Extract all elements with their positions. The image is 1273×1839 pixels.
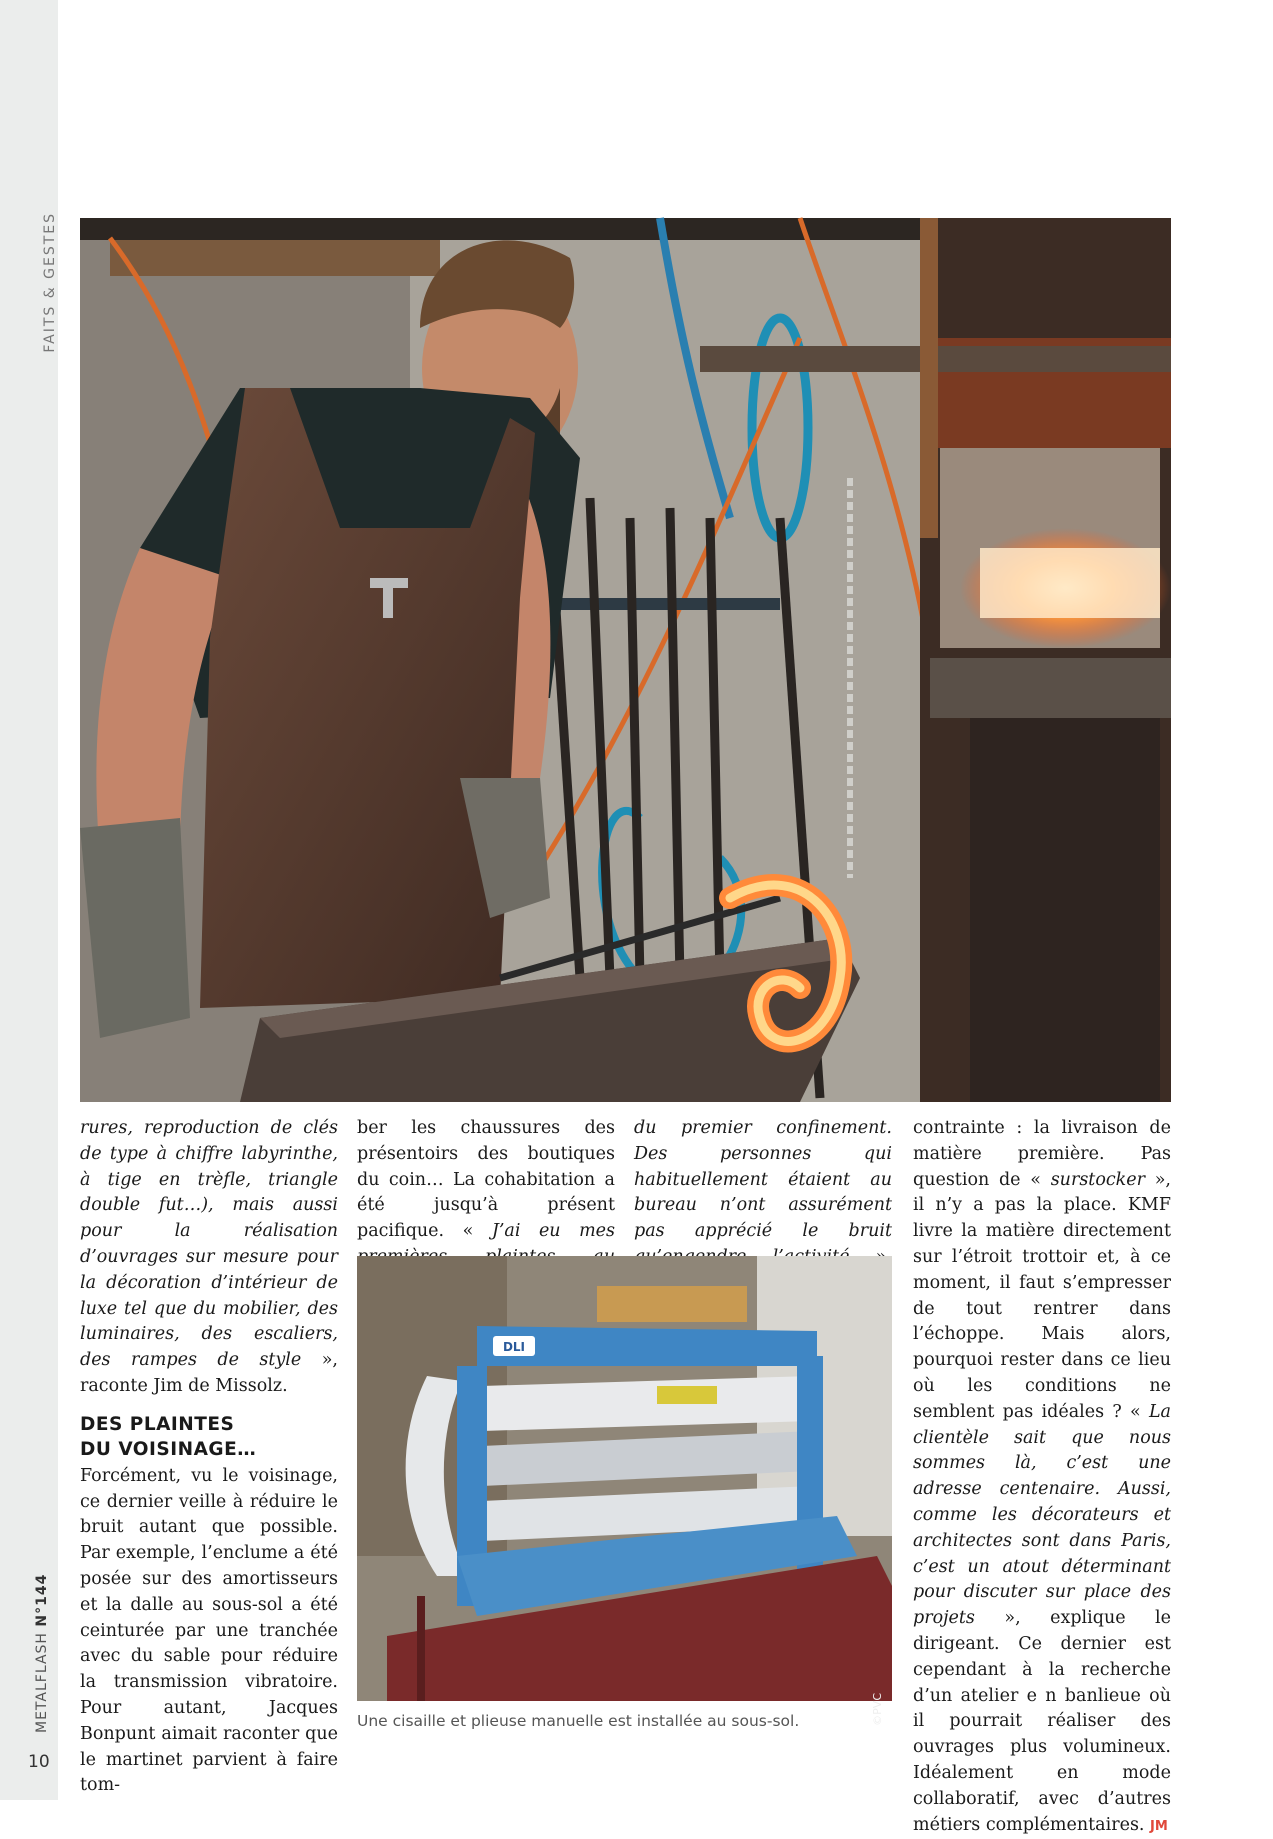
quote-text: du premier confinement. Des personnes qui habituellement étaient au bureau n’ont assurément pas apprécié le bruit <box>634 1118 892 1242</box>
magazine-label <box>34 1574 50 1733</box>
quote-text: La clientèle sait que nous sommes là, c’est une adresse centenaire. Aussi, comme les décorateurs et architectes sont dans Paris, c’est un atout déterminant pour discuter sur place des projets <box>913 1401 1171 1629</box>
paragraph: Forcément, vu le voisinage, ce dernier veille à réduire le bruit autant que possible. Par exemple, l’enclume a été posée sur des amortisseurs et la dalle au sous-sol a été ceinturée par une tranchée avec du sable pour réduire la transmission vibratoire. Pour autant, Jacques Bonpunt aimait raconter que le martinet parvient à faire tom- <box>80 1465 338 1796</box>
text-column-1 <box>80 1116 338 1799</box>
page-number: 10 <box>28 1752 50 1772</box>
heading-line-1: DES PLAINTES <box>80 1413 235 1435</box>
blacksmith-photo <box>80 218 1171 1102</box>
section-label: FAITS & GESTES <box>42 212 58 353</box>
paragraph <box>913 1116 1171 1839</box>
quote-text: surstocker <box>1050 1169 1145 1190</box>
text-span: ber les chaussures des présentoirs des boutiques du coin… La cohabitation a été jusqu’à présent pacifique. « <box>357 1118 615 1242</box>
text-span: », explique le dirigeant. Ce dernier est cependant à la recherche d’un atelier e n banlieue où il pourrait réaliser des ouvrages plus volumineux. Idéalement en mode collaboratif, avec d’autres métiers complémentaires. <box>913 1608 1171 1835</box>
paragraph <box>80 1116 338 1400</box>
quote-text: J’ai eu mes <box>491 1221 616 1242</box>
heading-line-2: DU VOISINAGE… <box>80 1438 257 1460</box>
photo-credit: ©PVC <box>871 1693 884 1726</box>
text-span: », raconte Jim de Missolz. <box>80 1350 338 1396</box>
text-span: contrainte : la livraison de matière première. Pas question de « <box>913 1118 1171 1190</box>
section-heading <box>80 1412 338 1462</box>
author-signature: JM <box>1150 1818 1168 1834</box>
text-span: », il n’y a pas la place. KMF livre la matière directement sur l’étroit trottoir et, à ce moment, il faut s’empresser de tout rentrer dans l’échoppe. Mais alors, pourquoi rester dans ce lieu où les conditions ne semblent pas idéales ? « <box>913 1169 1171 1422</box>
shear-machine-illustration <box>357 1256 892 1701</box>
issue-number: N°144 <box>34 1573 50 1627</box>
quote-text: rures, reproduction de clés de type à chiffre labyrinthe, à tige en trèfle, triangle double fut…), mais aussi pour la réalisation d’ouvrages sur mesure pour la décoration d’intérieur de luxe tel que du mobilier, des luminaires, des escaliers, des rampes de style <box>80 1118 338 1371</box>
blacksmith-illustration <box>80 218 1171 1102</box>
magazine-name: METALFLASH <box>34 1632 50 1733</box>
photo-caption: Une cisaille et plieuse manuelle est installée au sous-sol. <box>357 1712 800 1730</box>
text-column-4 <box>913 1116 1171 1839</box>
brand-badge-text: DLI <box>502 1340 526 1354</box>
